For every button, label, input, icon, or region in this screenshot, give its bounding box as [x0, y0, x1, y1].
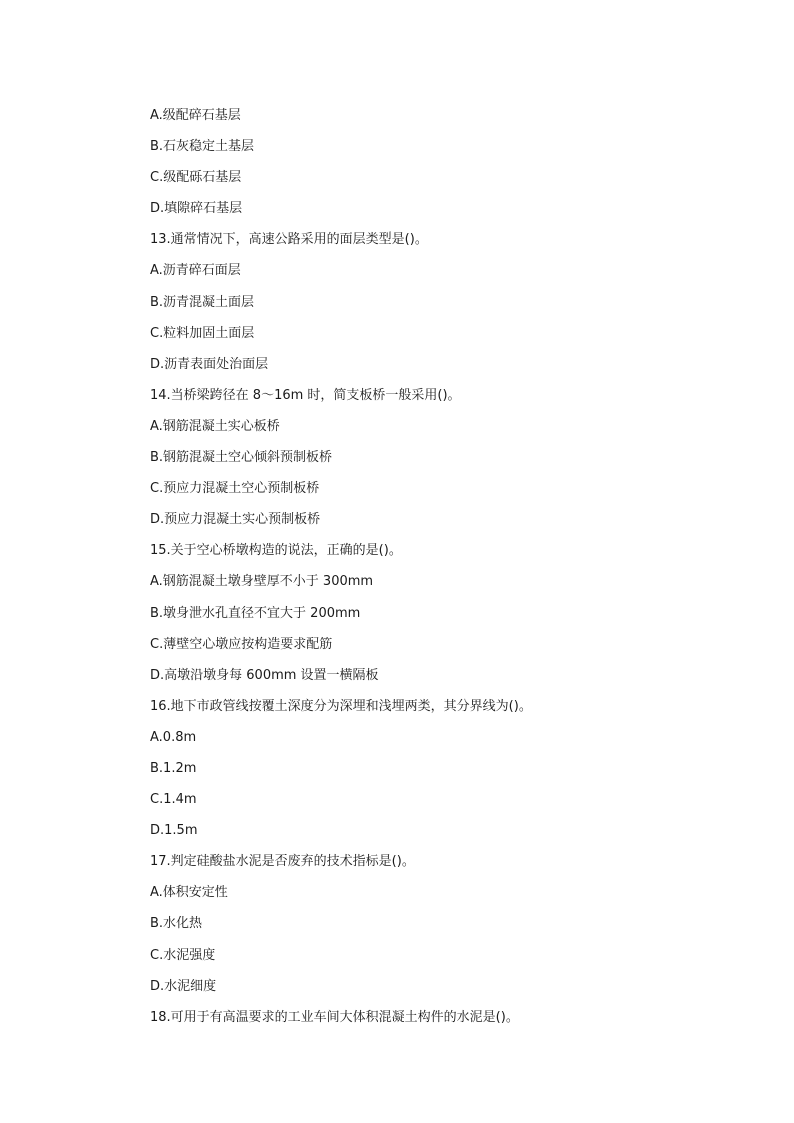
- question-17-option-b: B.水化热: [150, 916, 203, 932]
- question-15: 15.关于空心桥墩构造的说法，正确的是()。: [150, 543, 402, 559]
- question-13-option-d: D.沥青表面处治面层: [150, 356, 269, 372]
- question-13: 13.通常情况下，高速公路采用的面层类型是()。: [150, 232, 428, 248]
- question-13-option-a: A.沥青碎石面层: [150, 263, 241, 279]
- question-14: 14.当桥梁跨径在 8～16m 时，简支板桥一般采用()。: [150, 387, 461, 403]
- question-15-option-b: B.墩身泄水孔直径不宜大于 200mm: [150, 605, 361, 621]
- option-d: D.填隙碎石基层: [150, 201, 243, 217]
- question-16: 16.地下市政管线按覆土深度分为深埋和浅埋两类，其分界线为()。: [150, 698, 532, 714]
- question-14-option-c: C.预应力混凝土空心预制板桥: [150, 481, 320, 497]
- question-13-option-b: B.沥青混凝土面层: [150, 294, 255, 310]
- question-15-option-d: D.高墩沿墩身每 600mm 设置一横隔板: [150, 667, 379, 683]
- exam-content: [150, 100, 710, 1033]
- question-17-option-c: C.水泥强度: [150, 947, 216, 963]
- option-b: B.石灰稳定土基层: [150, 139, 255, 155]
- option-c: C.级配砾石基层: [150, 170, 242, 186]
- option-a: A.级配碎石基层: [150, 108, 241, 123]
- question-16-option-a: A.0.8m: [150, 729, 197, 745]
- question-15-option-c: C.薄壁空心墩应按构造要求配筋: [150, 636, 333, 652]
- question-14-option-a: A.钢筋混凝土实心板桥: [150, 418, 280, 434]
- question-14-option-d: D.预应力混凝土实心预制板桥: [150, 512, 321, 528]
- question-17: 17.判定硅酸盐水泥是否废弃的技术指标是()。: [150, 854, 415, 870]
- question-17-option-d: D.水泥细度: [150, 978, 217, 994]
- question-16-option-d: D.1.5m: [150, 823, 198, 839]
- question-15-option-a: A.钢筋混凝土墩身壁厚不小于 300mm: [150, 574, 374, 590]
- question-14-option-b: B.钢筋混凝土空心倾斜预制板桥: [150, 450, 333, 466]
- question-18: 18.可用于有高温要求的工业车间大体积混凝土构件的水泥是()。: [150, 1009, 519, 1025]
- question-16-option-b: B.1.2m: [150, 760, 197, 776]
- question-13-option-c: C.粒料加固土面层: [150, 325, 255, 341]
- question-17-option-a: A.体积安定性: [150, 885, 228, 901]
- question-16-option-c: C.1.4m: [150, 792, 197, 808]
